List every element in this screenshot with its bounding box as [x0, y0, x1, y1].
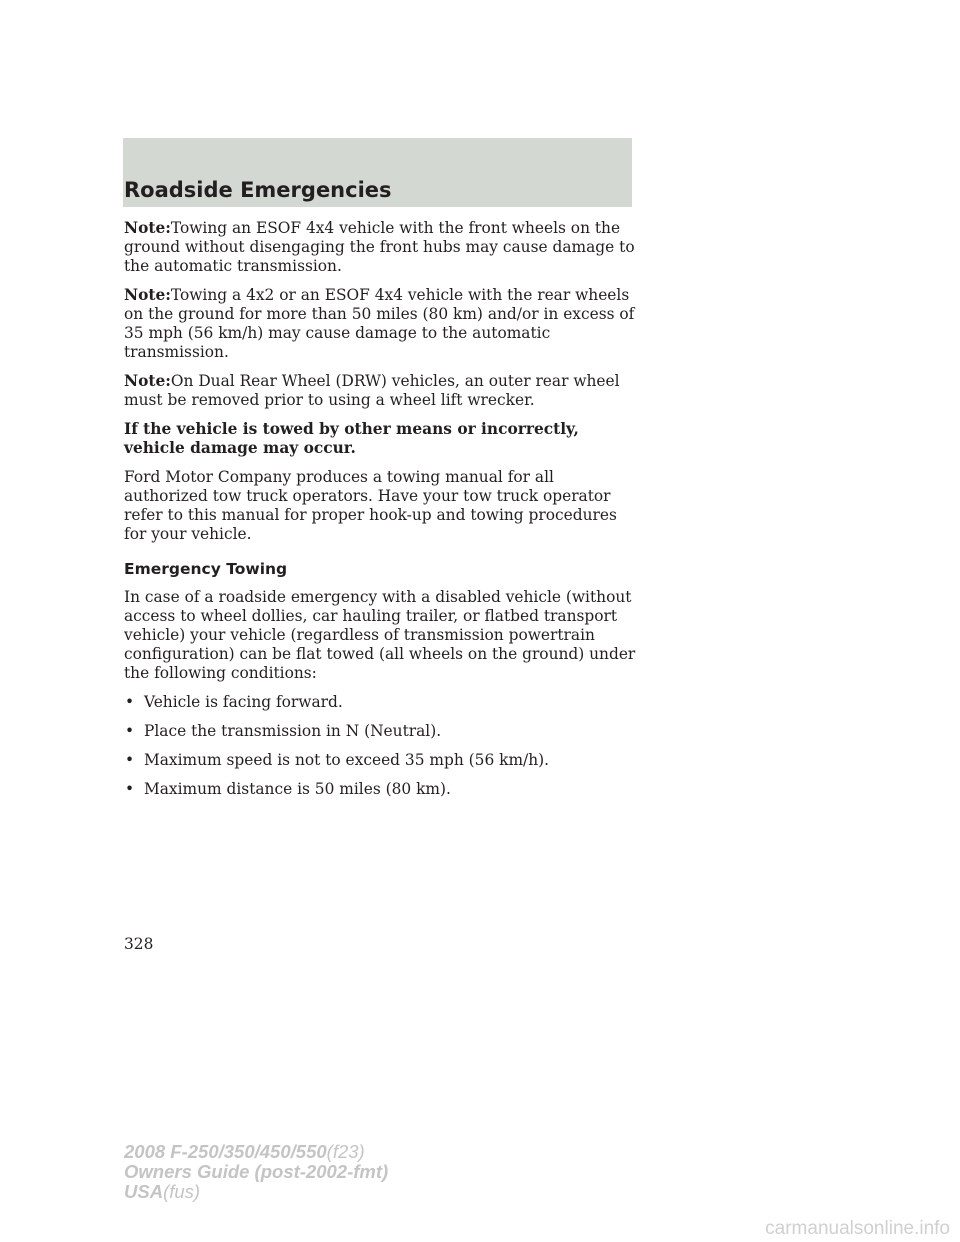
towing-conditions-list	[124, 693, 639, 799]
list-item-text: Maximum distance is 50 miles (80 km).	[144, 780, 451, 798]
document-footer	[124, 1142, 388, 1202]
list-item-text: Maximum speed is not to exceed 35 mph (56 km/h).	[144, 751, 550, 769]
bullet-icon: •	[125, 693, 135, 711]
list-item-text: Place the transmission in N (Neutral).	[144, 722, 442, 740]
list-item	[124, 751, 639, 770]
note-text: Towing a 4x2 or an ESOF 4x4 vehicle with the rear wheels on the ground for more than 50 miles (80 km) and/or in excess of 35 mph (56 km/h) may cause damage to the automatic transmission.	[124, 286, 635, 361]
note-label: Note:	[124, 219, 171, 237]
page-number: 328	[124, 935, 154, 953]
list-item	[124, 722, 639, 741]
footer-guide: Owners Guide (post-2002-fmt)	[124, 1161, 389, 1182]
note-label: Note:	[124, 372, 171, 390]
bullet-icon: •	[125, 780, 135, 798]
watermark-text: carmanualsonline.info	[765, 1218, 950, 1239]
note-paragraph	[124, 286, 639, 362]
note-label: Note:	[124, 286, 171, 304]
footer-model-code: (f23)	[326, 1141, 365, 1162]
list-item	[124, 693, 639, 712]
footer-market: USA	[124, 1181, 164, 1202]
footer-line-guide	[124, 1162, 388, 1182]
footer-line-model	[124, 1142, 388, 1162]
page-content	[124, 219, 639, 809]
footer-market-code: (fus)	[163, 1181, 201, 1202]
footer-line-market	[124, 1182, 388, 1202]
note-text: Towing an ESOF 4x4 vehicle with the front wheels on the ground without disengaging the front hubs may cause damage to the automatic transmission.	[124, 219, 635, 275]
list-item-text: Vehicle is facing forward.	[144, 693, 343, 711]
emergency-towing-intro: In case of a roadside emergency with a disabled vehicle (without access to wheel dollies, car hauling trailer, or flatbed transport vehicle) your vehicle (regardless of transmission powertrain configuration) can be flat towed (all wheels on the ground) under the following conditions:	[124, 588, 636, 682]
note-paragraph	[124, 219, 639, 276]
note-paragraph	[124, 372, 639, 410]
note-text: On Dual Rear Wheel (DRW) vehicles, an outer rear wheel must be removed prior to using a wheel lift wrecker.	[124, 372, 620, 409]
emergency-towing-heading: Emergency Towing	[124, 560, 288, 578]
warning-text: If the vehicle is towed by other means or incorrectly, vehicle damage may occur.	[124, 420, 579, 457]
list-item	[124, 780, 639, 799]
bullet-icon: •	[125, 722, 135, 740]
section-title: Roadside Emergencies	[124, 178, 392, 202]
footer-model: 2008 F-250/350/450/550	[124, 1141, 327, 1162]
bullet-icon: •	[125, 751, 135, 769]
towing-manual-paragraph: Ford Motor Company produces a towing manual for all authorized tow truck operators. Have your tow truck operator refer to this manual for proper hook-up and towing procedures for your vehicle.	[124, 468, 617, 543]
